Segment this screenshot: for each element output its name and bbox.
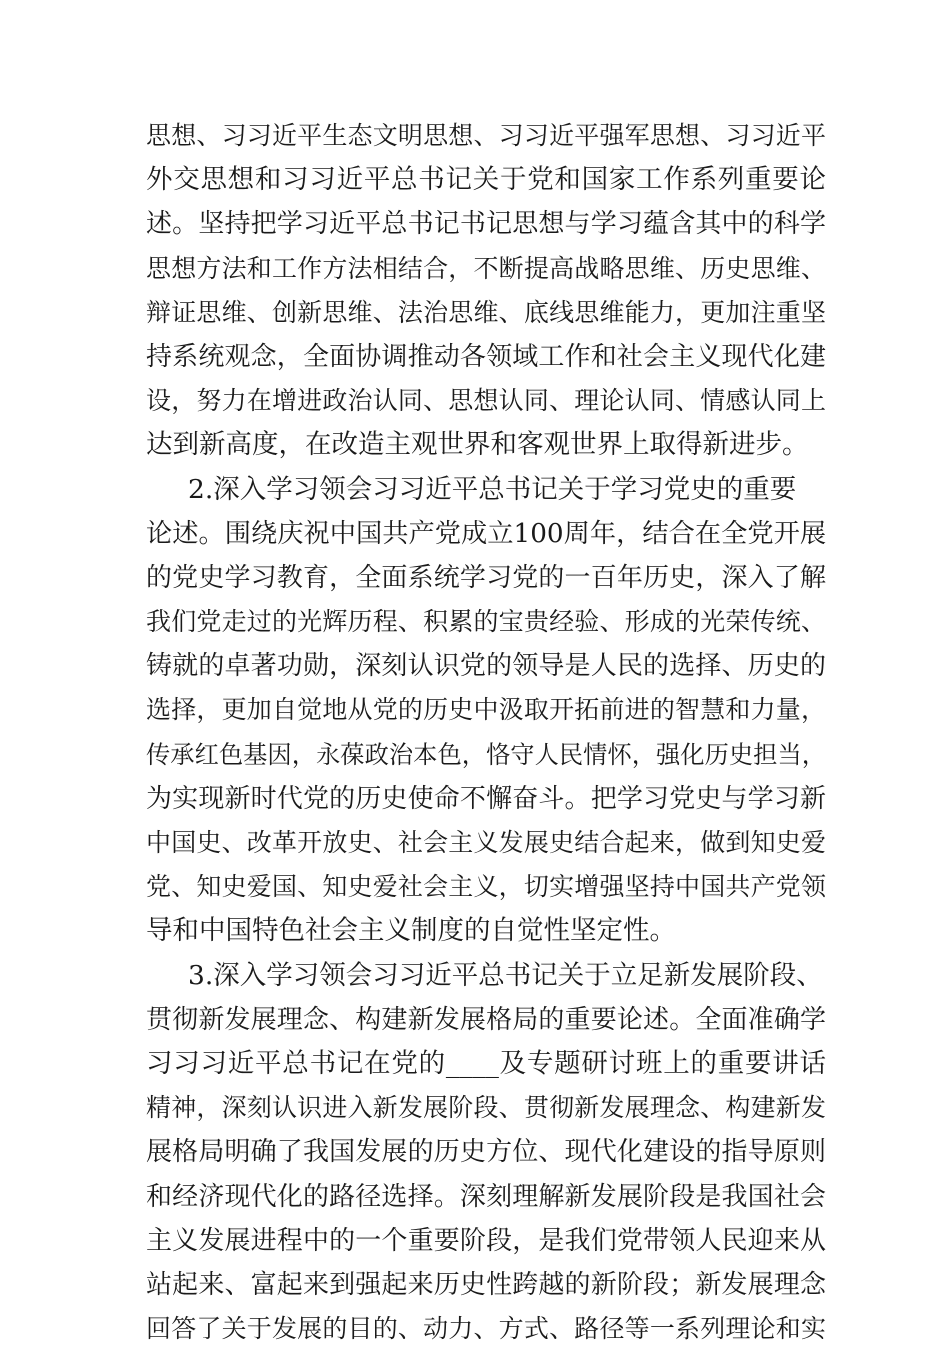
text-line: 辩证思维、创新思维、法治思维、底线思维能力，更加注重坚 [146,297,826,327]
text-line: 习习习近平总书记在党的____及专题研讨班上的重要讲话 [146,1047,826,1079]
text-line: 贯彻新发展理念、构建新发展格局的重要论述。全面准确学 [146,1004,826,1035]
text-line: 中国史、改革开放史、社会主义发展史结合起来，做到知史爱 [146,828,826,857]
text-line: 思想、习习近平生态文明思想、习习近平强军思想、习习近平 [146,121,826,150]
text-line: 论述。围绕庆祝中国共产党成立100周年，结合在全党开展 [146,518,827,549]
text-line: 3.深入学习领会习习近平总书记关于立足新发展阶段、 [188,959,823,991]
text-line: 设，努力在增进政治认同、思想认同、理论认同、情感认同上 [146,386,826,416]
text-line: 的党史学习教育，全面系统学习党的一百年历史，深入了解 [146,562,826,593]
text-line: 述。坚持把学习近平总书记书记思想与学习蕴含其中的科学 [146,209,826,240]
text-line: 和经济现代化的路径选择。深刻理解新发展阶段是我国社会 [146,1181,826,1212]
text-line: 2.深入学习领会习习近平总书记关于学习党史的重要 [188,473,797,505]
text-line: 选择，更加自觉地从党的历史中汲取开拓前进的智慧和力量， [146,695,826,725]
paragraph [146,468,826,954]
text-line: 为实现新时代党的历史使命不懈奋斗。把学习党史与学习新 [146,783,826,814]
text-line: 达到新高度，在改造主观世界和客观世界上取得新进步。 [146,429,809,461]
paragraph [146,114,826,468]
text-line: 持系统观念，全面协调推动各领域工作和社会主义现代化建 [146,341,826,372]
text-line: 铸就的卓著功勋，深刻认识党的领导是人民的选择、历史的 [146,651,826,682]
text-line: 传承红色基因，永葆政治本色，恪守人民情怀，强化历史担当， [146,739,826,769]
text-line: 站起来、富起来到强起来历史性跨越的新阶段；新发展理念 [146,1269,826,1300]
text-line: 导和中国特色社会主义制度的自觉性坚定性。 [146,915,676,947]
text-line: 精神，深刻认识进入新发展阶段、贯彻新发展理念、构建新发 [146,1093,826,1123]
text-line: 主义发展进程中的一个重要阶段，是我们党带领人民迎来从 [146,1225,826,1256]
document-body [146,114,826,1351]
text-line: 展格局明确了我国发展的历史方位、现代化建设的指导原则 [146,1137,826,1168]
text-line: 我们党走过的光辉历程、积累的宝贵经验、形成的光荣传统、 [146,607,826,637]
text-line: 思想方法和工作方法相结合，不断提高战略思维、历史思维、 [146,253,826,283]
paragraph [146,954,826,1351]
text-line: 回答了关于发展的目的、动力、方式、路径等一系列理论和实 [146,1314,826,1344]
text-line: 党、知史爱国、知史爱社会主义，切实增强坚持中国共产党领 [146,872,826,902]
text-line: 外交思想和习习近平总书记关于党和国家工作系列重要论 [146,164,826,196]
